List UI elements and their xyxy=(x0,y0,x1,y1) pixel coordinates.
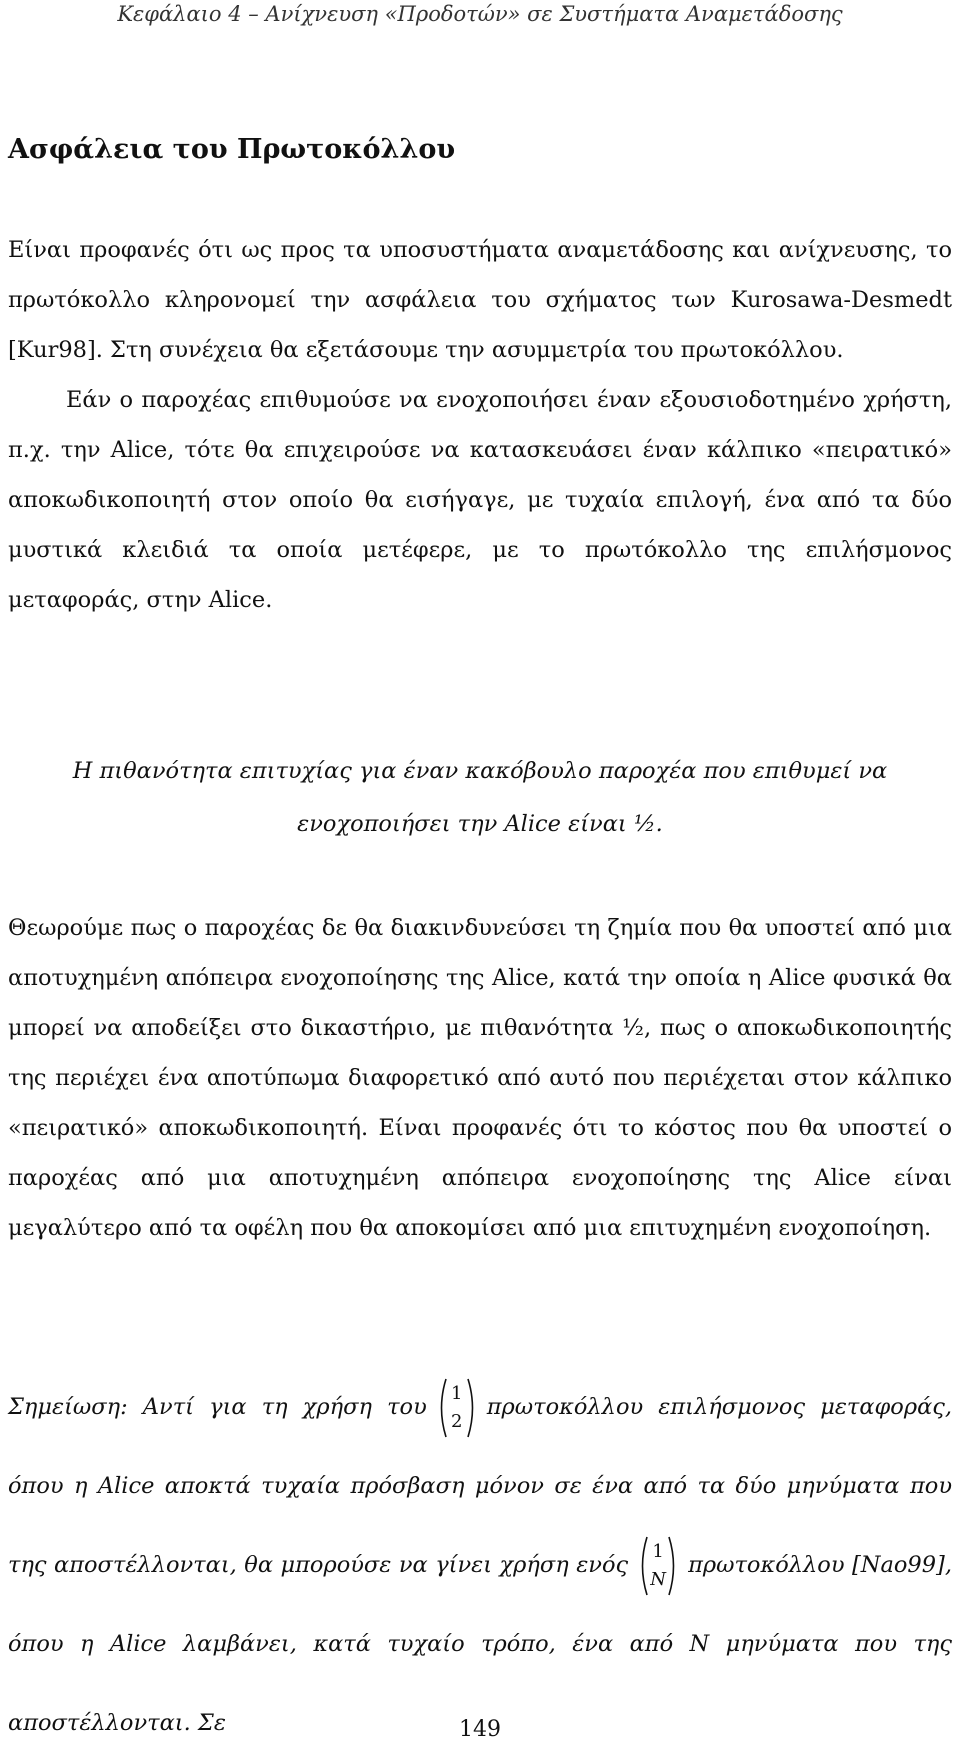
right-paren-icon xyxy=(465,1377,479,1439)
note-paragraph xyxy=(8,1368,952,1763)
binomial-top: 1 xyxy=(451,1383,463,1404)
note-text-2: πρωτοκόλλου επιλήσμονος μεταφοράς, όπου η Alice αποκτά τυχαία πρόσβαση μόνον σε ένα από τα δύο μηνύματα που της αποστέλλονται, θα μπορούσε να γίνει χρήση ενός xyxy=(8,1394,953,1578)
binomial-bottom: N xyxy=(650,1569,666,1590)
binomial-1-of-n xyxy=(636,1535,680,1597)
note-text-1: Σημείωση: Αντί για τη χρήση του xyxy=(8,1394,427,1420)
right-paren-icon xyxy=(666,1535,680,1597)
highlighted-statement xyxy=(60,745,900,851)
paragraph-2-text: Εάν ο παροχέας επιθυμούσε να ενοχοποιήσει έναν εξουσιοδοτημένο χρήστη, π.χ. την Alice, τότε θα επιχειρούσε να κατασκευάσει έναν κάλπικο «πειρατικό» αποκωδικοποιητή στον οποίο θα εισήγαγε, με τυχαία επιλογή, ένα από τα δύο μυστικά κλειδιά τα οποία μετέφερε, με το πρωτόκολλο της επιλήσμονος μεταφοράς, στην Alice. xyxy=(8,387,952,613)
section-title: Ασφάλεια του Πρωτοκόλλου xyxy=(8,134,456,165)
note-text-3: πρωτοκόλλου [Nao99], όπου η Alice λαμβάνει, κατά τυχαίο τρόπο, ένα από N μηνύματα που της αποστέλλονται. Σε xyxy=(8,1552,952,1736)
running-header: Κεφάλαιο 4 – Ανίχνευση «Προδοτών» σε Συστήματα Αναμετάδοσης xyxy=(117,2,843,26)
statement-line-1: Η πιθανότητα επιτυχίας για έναν κακόβουλο παροχέα που επιθυμεί να xyxy=(72,758,888,784)
binomial-1-of-2 xyxy=(435,1377,479,1439)
binomial-top: 1 xyxy=(652,1541,664,1562)
body-paragraph-3: Θεωρούμε πως ο παροχέας δε θα διακινδυνεύσει τη ζημία που θα υποστεί από μια αποτυχημένη απόπειρα ενοχοποίησης της Alice, κατά την οποία η Alice φυσικά θα μπορεί να αποδείξει στο δικαστήριο, με πιθανότητα ½, πως ο αποκωδικοποιητής της περιέχει ένα αποτύπωμα διαφορετικό από αυτό που περιέχεται στον κάλπικο «πειρατικό» αποκωδικοποιητή. Είναι προφανές ότι το κόστος που θα υποστεί ο παροχέας από μια αποτυχημένη απόπειρα ενοχοποίησης της Alice είναι μεγαλύτερο από τα οφέλη που θα αποκομίσει από μια επιτυχημένη ενοχοποίηση. xyxy=(8,915,952,1241)
body-paragraph-1 xyxy=(8,225,952,625)
paragraph-1-text: Είναι προφανές ότι ως προς τα υποσυστήματα αναμετάδοσης και ανίχνευσης, το πρωτόκολλο κληρονομεί την ασφάλεια του σχήματος των Kurosawa-Desmedt [Kur98]. Στη συνέχεια θα εξετάσουμε την ασυμμετρία του πρωτοκόλλου. xyxy=(8,237,952,363)
binomial-bottom: 2 xyxy=(451,1411,463,1432)
page-number: 149 xyxy=(459,1717,501,1742)
statement-line-2: ενοχοποιήσει την Alice είναι ½. xyxy=(297,811,663,837)
